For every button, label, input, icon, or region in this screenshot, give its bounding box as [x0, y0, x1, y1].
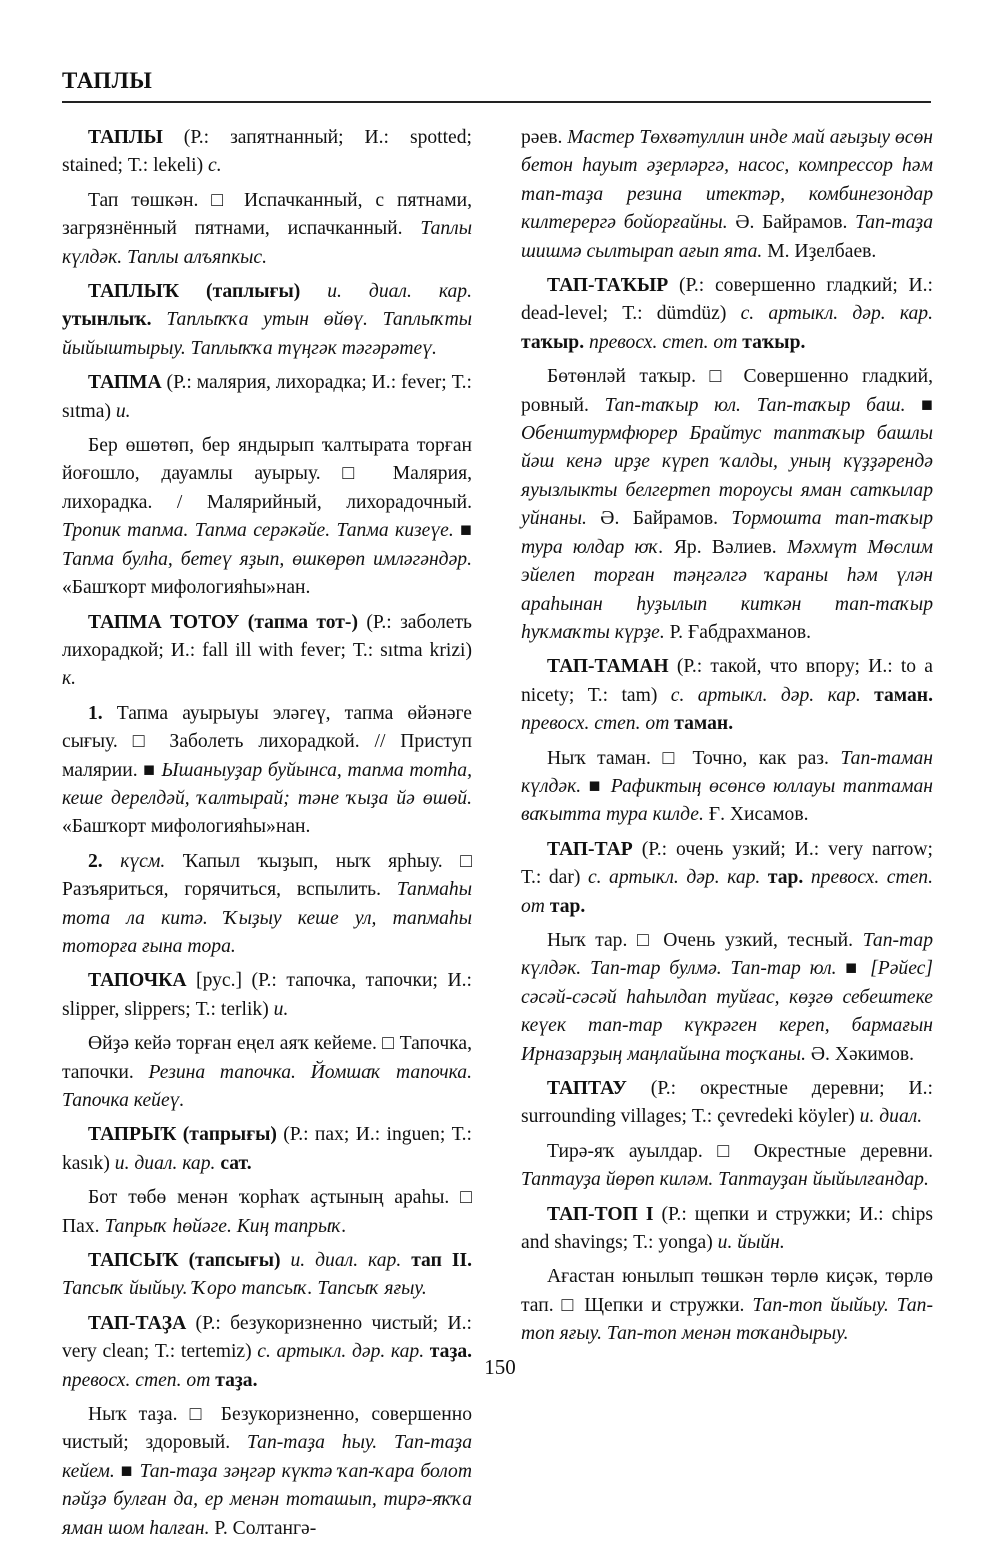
italic-text: Резина тапочка. Йомшаҡ тапочка. Тапочка кейеү. — [62, 1061, 472, 1111]
dictionary-paragraph — [521, 653, 933, 738]
italic-text: Тап-таман күлдәк. — [521, 747, 933, 797]
headword: таҙа. — [429, 1341, 473, 1363]
body-text: Р. Ғабдрахманов. — [664, 621, 812, 643]
italic-text: Тапрыҡ һөйәге. Киң тапрыҡ. — [104, 1215, 347, 1237]
headword: ТАПТАУ — [547, 1078, 627, 1099]
body-text — [401, 1250, 411, 1271]
dictionary-paragraph — [62, 700, 472, 842]
italic-text: превосх. степ. от — [62, 1369, 211, 1391]
italic-text: и. диал. кар. — [290, 1250, 402, 1272]
body-text: Ҡапыл ҡыҙып, ныҡ ярһыу. □ Разъяриться, горячиться, вспылить. — [62, 850, 472, 901]
dictionary-paragraph — [62, 609, 472, 694]
italic-text: и. — [115, 400, 131, 422]
body-text: Ә. Хәкимов. — [805, 1043, 915, 1065]
italic-text: превосх. степ. от — [521, 867, 933, 917]
body-text: ■ — [836, 958, 871, 980]
dictionary-paragraph — [62, 1310, 472, 1395]
body-text — [300, 281, 327, 302]
headword: 1. — [88, 702, 103, 724]
body-text: (Р.: заболеть лихорадкой; И.: fall ill with fever; Т.: sıtma krizi) — [62, 611, 472, 661]
dictionary-paragraph — [62, 187, 472, 272]
italic-text: Обенштурмфюрер Брайтус таптаҡыр башлы йәш кенә ирҙе күреп ҡалды, уның күҙҙәрендә яуызлыкты белгертеп тороусы яман саткылар уйнаны. — [521, 423, 933, 530]
body-text: Бер өшөтөп, бер яндырып ҡалтырата торған йоғошло, дауамлы ауырыу. □ Малярия, лихорадка. / Малярийный, лихорадочный. — [62, 435, 472, 513]
headword: ТАП-ТАҠЫР — [547, 275, 669, 297]
body-text: «Башҡорт мифологияһы»нан. — [62, 816, 311, 838]
dictionary-paragraph — [62, 967, 472, 1024]
headword: ТАП-ТАҘА — [88, 1312, 187, 1334]
body-text: (Р.: пах; И.: inguen; Т.: kasık) — [62, 1124, 472, 1174]
italic-text: с. артыкл. дәр. кар. — [740, 303, 933, 325]
dictionary-paragraph — [62, 369, 472, 426]
body-text: ■ — [581, 775, 611, 797]
body-text: Ныҡ таҙа. □ Безукоризненно, совершенно чистый; здоровый. — [62, 1404, 472, 1454]
page-number: 150 — [484, 1355, 516, 1379]
running-title: ТАПЛЫ — [62, 68, 153, 93]
dictionary-paragraph — [62, 124, 472, 181]
dictionary-paragraph — [521, 745, 933, 830]
dictionary-paragraph — [62, 1030, 472, 1115]
headword: тар. — [767, 867, 804, 889]
italic-text: и. йыйн. — [717, 1232, 785, 1254]
dictionary-paragraph — [521, 1075, 933, 1132]
italic-text: Тап-таҙа һыу. Тап-таҙа кейем. — [62, 1432, 472, 1482]
headword: ТАПРЫҠ (тапрығы) — [88, 1124, 277, 1146]
dictionary-paragraph — [521, 363, 933, 647]
italic-text: превосх. степ. от — [521, 713, 670, 735]
body-text: Яр. Вәлиев. — [663, 536, 787, 558]
headword: таҡыр. — [521, 331, 585, 353]
dictionary-paragraph — [521, 1138, 933, 1195]
italic-text: Рафиктың өсөнсө юллауы таптаман ваҡытта тура килде. — [521, 775, 933, 826]
italic-text: Тап-таҙа шишмә сылтырап ағып ята. — [521, 212, 933, 262]
italic-text: с. — [208, 155, 222, 177]
italic-text: Тап-таҡыр юл. Тап-таҡыр баш. — [604, 394, 906, 416]
headword: сат. — [220, 1152, 252, 1174]
headword: ТАПМА — [88, 372, 162, 394]
body-text: Тап төшкән. □ Испачканный, с пятнами, загрязнённый пятнами, испачканный. — [62, 189, 472, 240]
body-text: (Р.: очень узкий; И.: very narrow; Т.: dar) — [521, 838, 933, 889]
dictionary-paragraph — [62, 432, 472, 602]
italic-text: с. артыкл. дәр. кар. — [257, 1341, 425, 1363]
body-text — [152, 309, 167, 330]
headword: ТАПМА ТОТОУ (тапма тот-) — [88, 611, 358, 633]
body-text: (Р.: запятнанный; И.: spotted; stained; Т.: lekeli) — [62, 127, 472, 177]
italic-text: Тап-таҙа зәңгәр күктә ҡап-ҡара болот пәйҙә булған да, ер менән тоташып, тирә-яҡҡа яман шом һалған. — [62, 1460, 472, 1539]
italic-text: Тапма булһа, бетеү яҙып, өшкөрөп имләгәндәр. — [62, 548, 472, 570]
body-text: Р. Солтангә- — [209, 1517, 317, 1539]
dictionary-paragraph — [62, 278, 472, 363]
headword: ТАП-ТАР — [547, 838, 633, 860]
dictionary-paragraph — [521, 1201, 933, 1258]
headword: ТАПЛЫҠ (таплығы) — [88, 281, 301, 303]
headword: тап II. — [411, 1250, 472, 1272]
headword: таман. — [874, 684, 933, 706]
italic-text: Тропик тапма. Тапма серәкәйе. Тапма кизеүе. — [62, 520, 454, 542]
dictionary-paragraph — [62, 1401, 472, 1543]
body-text: Ағастан юнылып төшкән төрлө киҫәк, төрлө тап. □ Щепки и стружки. — [521, 1266, 933, 1316]
headword: ТАП-ТОП I — [547, 1203, 654, 1225]
italic-text: Таплыҡҡа утын өйөү. Таплыҡты йыйыштырыу. Таплыҡҡа түңгәк тәгәрәтеү. — [62, 309, 472, 359]
italic-text: Мәхмүт Мөслим эйелеп торған тәңгәлгә ҡараны һәм үлән араһынан һуҙылып киткән тап-таҡыр һуҡмаҡты күрҙе. — [521, 536, 933, 643]
body-text — [281, 1250, 291, 1271]
italic-text: превосх. степ. от — [589, 331, 738, 353]
body-text: Ә. Байрамов. — [727, 212, 856, 234]
italic-text: с. артыкл. дәр. кар. — [670, 684, 861, 706]
body-text: (Р.: совершенно гладкий; И.: dead-level; Т.: dümdüz) — [521, 275, 933, 325]
body-text: Бот төбө менән ҡорһаҡ аҫтының араһы. □ Пах. — [62, 1187, 472, 1237]
body-text: М. Иҙелбаев. — [762, 240, 877, 262]
body-text: (Р.: щепки и стружки; И.: chips and shavings; Т.: yonga) — [521, 1203, 933, 1254]
headword: таҡыр. — [742, 331, 806, 353]
body-text — [760, 867, 768, 888]
headword: тар. — [549, 895, 586, 917]
headword: 2. — [88, 850, 103, 872]
body-text: ■ — [905, 394, 934, 416]
italic-text: Таптауҙа йөрөп киләм. Таптауҙан йыйылғандар. — [521, 1169, 929, 1191]
italic-text: к. — [62, 668, 77, 690]
italic-text: Тапмаһы тота ла китә. Ҡыҙыу кеше ул, тапмаһы тоторға ғына тора. — [62, 879, 472, 957]
italic-text: и. диал. — [859, 1106, 923, 1128]
body-text: Ныҡ тар. □ Очень узкий, тесный. — [547, 929, 863, 951]
italic-text: с. артыкл. дәр. кар. — [587, 867, 761, 889]
dictionary-paragraph — [521, 124, 933, 266]
body-text — [803, 867, 811, 888]
body-text: рәев. — [521, 127, 568, 148]
body-text: Ныҡ таман. □ Точно, как раз. — [547, 747, 841, 769]
body-text: Тапма ауырыуы эләгеү, тапма өйәнәге сығыу. □ Заболеть лихорадкой. // Приступ малярии. ■ — [62, 702, 472, 781]
italic-text: и. диал. кар. — [114, 1152, 216, 1174]
headword: таман. — [674, 713, 734, 735]
dictionary-paragraph — [521, 272, 933, 357]
headword: ТАП-ТАМАН — [547, 656, 669, 678]
body-text — [861, 685, 874, 706]
body-text: (Р.: безукоризненно чистый; И.: very clean; Т.: tertemiz) — [62, 1312, 472, 1363]
italic-text: күсм. — [120, 850, 166, 872]
italic-text: Таплы күлдәк. Таплы алъяпкыс. — [62, 218, 472, 268]
body-text: ■ — [114, 1460, 140, 1482]
dictionary-paragraph — [62, 848, 472, 962]
italic-text: Тап-тар күлдәк. Тап-тар булмә. Тап-тар юл. — [521, 929, 933, 980]
dictionary-paragraph — [521, 927, 933, 1069]
body-text: (Р.: окрестные деревни; И.: surrounding villages; Т.: çevredeki köyler) — [521, 1078, 933, 1128]
body-text: [рус.] (Р.: тапочка, тапочки; И.: slipper, slippers; Т.: terlik) — [62, 970, 472, 1020]
body-text: «Башҡорт мифологияһы»нан. — [62, 577, 311, 599]
italic-text: Мастер Төхвәтуллин инде май ағыҙыу өсөн бетон һауыт әҙерләргә, насос, компрессор һәм тап-таҙа резина итектәр, комбинезондар килтерергә бойорғайны. — [521, 127, 933, 234]
headword: ТАПЛЫ — [88, 127, 163, 148]
dictionary-paragraph — [62, 1121, 472, 1178]
italic-text: [Рәйес] сәсәй-сәсәй һаһылдап туйғас, көҙгө себештеке кеүек тап-тар күкрәген кереп, бармағын Ирназарҙың маңлайына тоҫҡаны. — [521, 958, 933, 1065]
header-rule — [62, 101, 931, 103]
body-text: (Р.: малярия, лихорадка; И.: fever; Т.: sıtma) — [62, 372, 472, 422]
body-text: ■ — [453, 520, 472, 542]
headword: ТАПОЧКА — [88, 970, 187, 992]
body-text — [103, 851, 121, 872]
italic-text: Тапсыҡ йыйыу. Ҡоро тапсыҡ. Тапсыҡ яғыу. — [62, 1278, 427, 1300]
headword: ТАПСЫҠ (тапсығы) — [88, 1250, 281, 1272]
left-column — [62, 124, 472, 1549]
dictionary-paragraph — [521, 836, 933, 921]
italic-text: и. — [273, 998, 289, 1020]
body-text: Тирә-яҡ ауылдар. □ Окрестные деревни. — [547, 1140, 933, 1162]
dictionary-paragraph — [521, 1263, 933, 1348]
italic-text: Тормошта тап-таҡыр тура юлдар юҡ. — [521, 508, 933, 558]
body-text: Өйҙә кейә торған еңел аяҡ кейеме. □ Тапочка, тапочки. — [62, 1033, 472, 1083]
body-text: Ғ. Хисамов. — [703, 804, 809, 826]
italic-text: Тап-топ йыйыу. Тап-топ яғыу. Тап-топ менән тоҡандырыу. — [521, 1294, 933, 1345]
dictionary-paragraph — [62, 1247, 472, 1304]
headword: таҙа. — [215, 1369, 258, 1391]
italic-text: Ышаныуҙар буйынса, тапма тотһа, кеше дерелдәй, ҡалтырай; тәне ҡыҙа йә өшөй. — [62, 759, 472, 809]
body-text: Бөтөнләй таҡыр. □ Совершенно гладкий, ровный. — [521, 366, 933, 416]
italic-text: и. диал. кар. — [327, 281, 472, 303]
headword: утынлыҡ. — [62, 309, 152, 331]
body-text: (Р.: такой, что впору; И.: to a nicety; Т.: tam) — [521, 656, 933, 706]
right-column — [521, 124, 933, 1355]
dictionary-paragraph — [62, 1184, 472, 1241]
body-text: Ә. Байрамов. — [586, 508, 732, 530]
